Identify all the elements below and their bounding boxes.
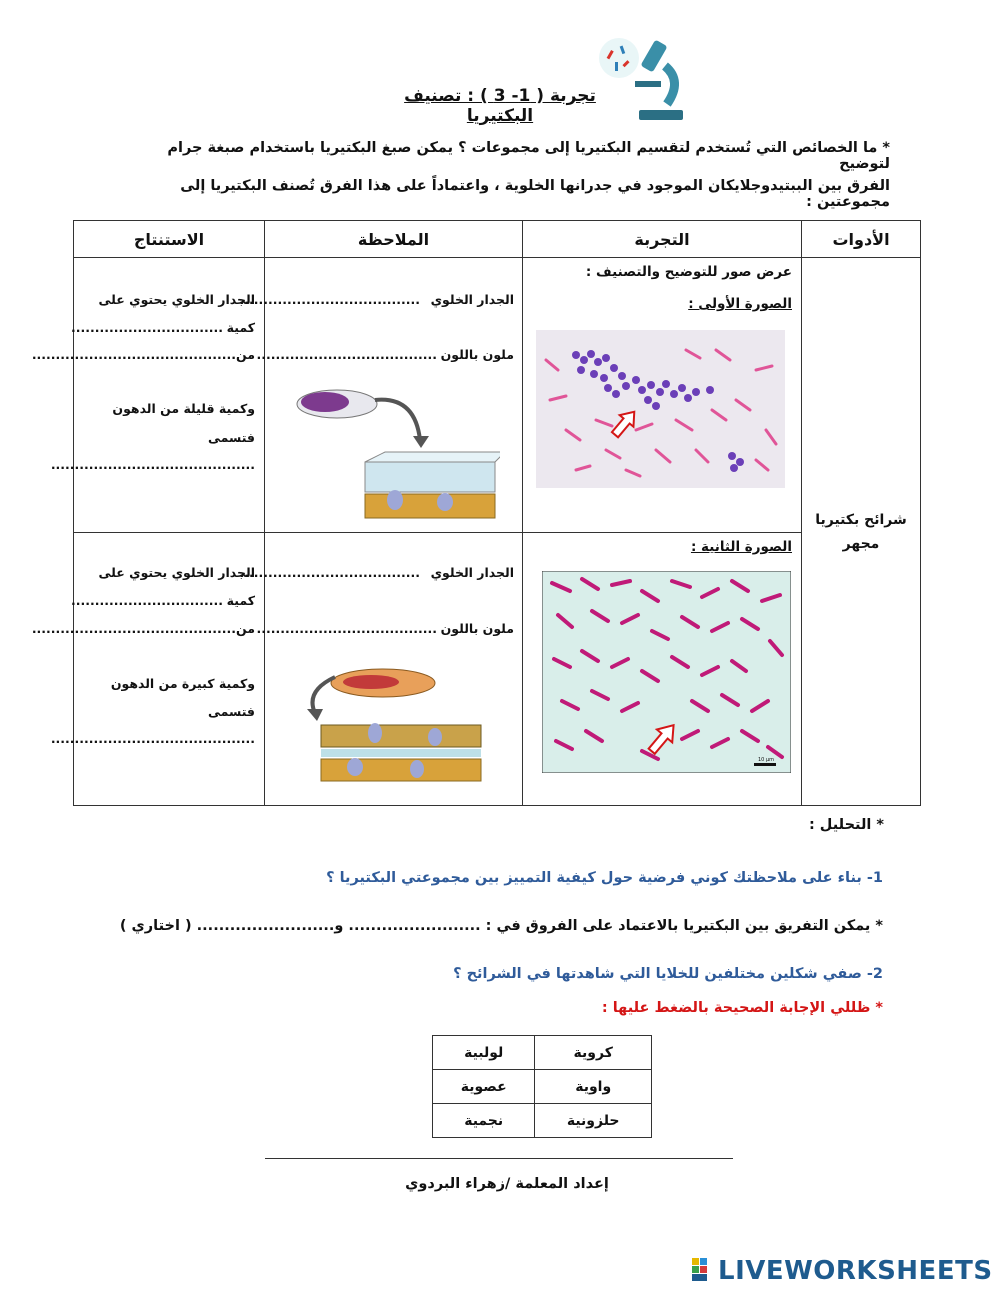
conclusion-1-line-1: الجدار الخلوي يحتوي على (98, 292, 255, 307)
option-spherical[interactable]: كروية (535, 1036, 652, 1070)
conclusion-2-line-2: كمية (226, 593, 255, 608)
gram-negative-micrograph (542, 571, 791, 773)
option-comma[interactable]: واوية (535, 1070, 652, 1104)
intro-line-1: * ما الخصائص التي تُستخدم لتقسيم البكتيريا إلى مجموعات ؟ يمكن صبغ البكتيريا باستخدام صبغة جرام لتوضيح (167, 140, 890, 172)
observation-1-wall-blank[interactable]: ...................................... (239, 292, 420, 307)
conclusion-cell-1 (31, 258, 265, 533)
conclusion-1-line-2: كمية (226, 320, 255, 335)
signature-line (265, 1158, 733, 1159)
brand-name: LIVEWORKSHEETS (718, 1256, 993, 1286)
observation-2-color-label: ملون باللون (440, 621, 514, 636)
option-star[interactable]: نجمية (433, 1104, 535, 1138)
header-experiment: التجربة (523, 221, 802, 258)
conclusion-2-line-1: الجدار الخلوي يحتوي على (98, 565, 255, 580)
conclusion-1-blank-1[interactable]: ................................ (71, 320, 223, 335)
conclusion-2-blank-2[interactable]: ........................................... (31, 621, 236, 636)
gram-positive-wall-diagram (295, 382, 500, 522)
observation-2-color-blank[interactable]: ...................................... (256, 621, 437, 636)
header-observation: الملاحظة (265, 221, 523, 258)
instruction: * ظللي الإجابة الصحيحة بالضغط عليها : (601, 1000, 883, 1016)
page-title: تجربة ( 1- 3 ) : تصنيف البكتيريا (404, 86, 596, 126)
conclusion-2-blank-3[interactable]: ........................................... (50, 731, 255, 746)
observation-1-wall-label: الجدار الخلوي (430, 292, 514, 307)
option-spiral[interactable]: لولبية (433, 1036, 535, 1070)
tools-item-1: شرائح بكتيريا (815, 511, 907, 528)
conclusion-2-line-4: وكمية كبيرة من الدهون (110, 676, 255, 691)
experiment-table (31, 220, 921, 806)
conclusion-2-line-5: فتسمى (207, 704, 255, 719)
tools-item-2: مجهر (842, 535, 880, 552)
observation-2-wall-label: الجدار الخلوي (430, 565, 514, 580)
analysis-label: * التحليل : (808, 817, 884, 833)
conclusion-cell-2 (31, 533, 265, 806)
header-conclusion: الاستنتاج (74, 221, 265, 258)
option-rod[interactable]: عصوية (433, 1070, 535, 1104)
conclusion-1-line-5: فتسمى (207, 430, 255, 445)
observation-1-color-label: ملون باللون (440, 347, 514, 362)
observation-2-wall-blank[interactable]: ...................................... (239, 565, 420, 580)
experiment-cell-1 (523, 258, 802, 533)
gram-negative-wall-diagram (305, 661, 505, 796)
image-1-label: الصورة الأولى : (688, 296, 792, 312)
conclusion-2-blank-1[interactable]: ................................ (71, 593, 223, 608)
tools-cell (802, 258, 921, 806)
observation-1-color-blank[interactable]: ...................................... (256, 347, 437, 362)
question-2: 2- صفي شكلين مختلفين للخلايا التي شاهدتها في الشرائح ؟ (453, 966, 883, 982)
conclusion-1-blank-3[interactable]: ........................................... (50, 457, 255, 472)
author: إعداد المعلمة /زهراء البردوي (405, 1176, 609, 1192)
shapes-table (432, 1035, 652, 1138)
question-1: 1- بناء على ملاحظتك كوني فرضية حول كيفية التمييز بين مجموعتي البكتيريا ؟ (326, 870, 883, 886)
gram-positive-micrograph (536, 330, 785, 488)
experiment-intro: عرض صور للتوضيح والتصنيف : (585, 264, 792, 280)
scale-bar-label: 10 μm (758, 757, 775, 763)
intro-line-2: الفرق بين الببتيدوجلايكان الموجود في جدرانها الخلوية ، واعتماداً على هذا الفرق تُصنف البكتيريا إلى مجموعتين : (180, 178, 890, 210)
question-1-answer[interactable]: * يمكن التفريق بين البكتيريا بالاعتماد على الفروق في : ........................ و......................... ( اختاري ) (119, 918, 883, 934)
image-2-label: الصورة الثانية : (690, 539, 792, 555)
experiment-cell-2 (523, 533, 802, 806)
header-tools: الأدوات (802, 221, 921, 258)
conclusion-2-line-3: من (236, 621, 255, 636)
conclusion-1-line-4: وكمية قليلة من الدهون (112, 401, 255, 416)
option-helical[interactable]: حلزونية (535, 1104, 652, 1138)
conclusion-1-blank-2[interactable]: ........................................... (31, 347, 236, 362)
conclusion-1-line-3: من (236, 347, 255, 362)
liveworksheets-logo-icon (692, 1258, 716, 1282)
